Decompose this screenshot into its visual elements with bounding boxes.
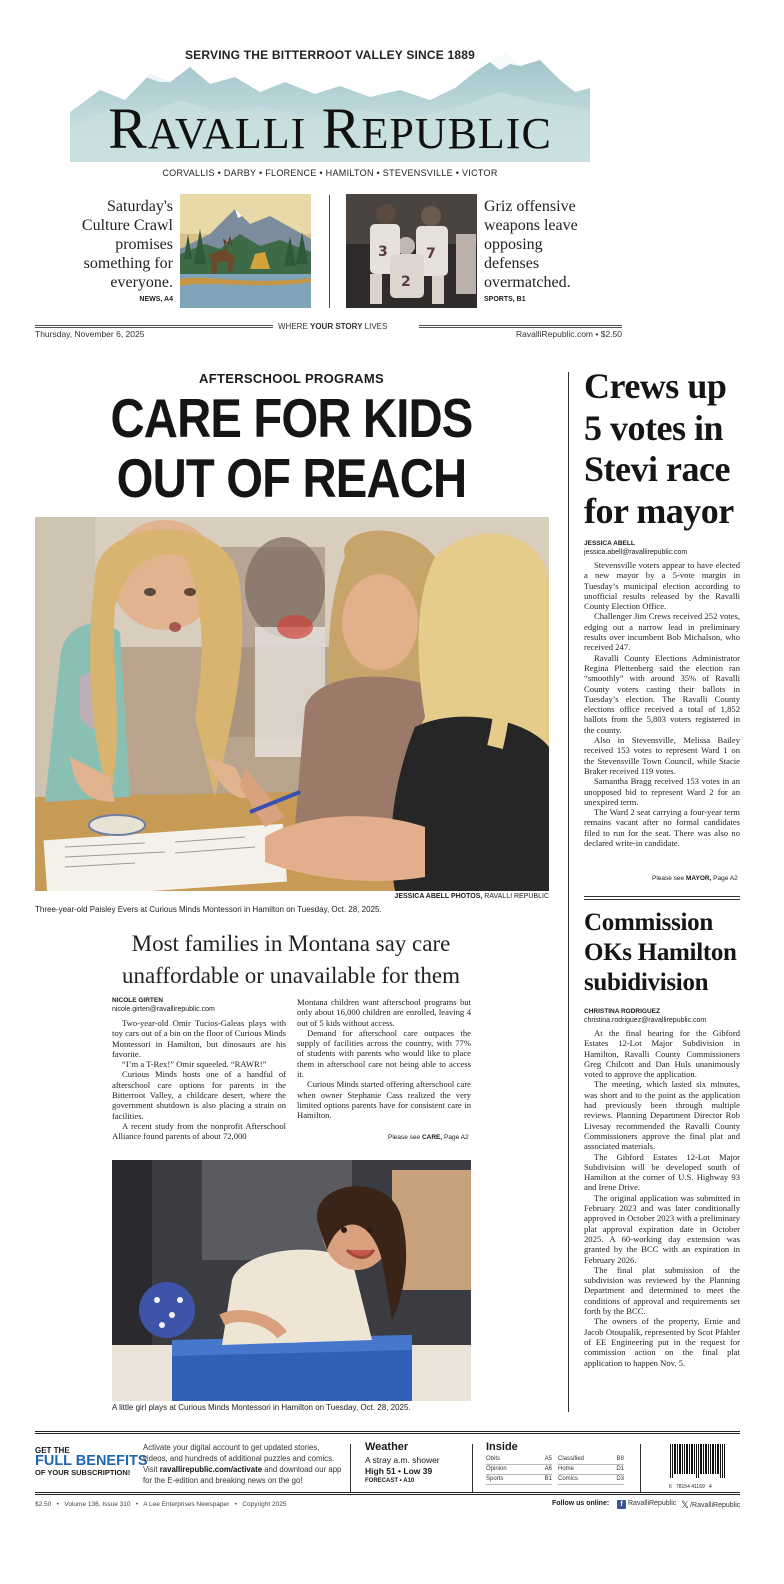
main-story-column-1 (112, 1018, 286, 1142)
secondary-photo[interactable] (112, 1160, 471, 1401)
main-col1-para-3: Curious Minds hosts one of a handful of afterschool care options for parents in the Bitterroot Valley, a childcare desert, where the government shutdown is also placing a strain on facilities. (112, 1069, 286, 1121)
footer-bottom-rule (35, 1492, 740, 1495)
masthead-towns: CORVALLIS • DARBY • FLORENCE • HAMILTON • STEVENSVILLE • VICTOR (162, 168, 498, 178)
date-bar-rule-left (35, 325, 273, 328)
inside-index-right (558, 1455, 624, 1485)
mayor-para-4: Also in Stevensville, Melissa Bailey received 153 votes to represent Ward 1 on the Stevensville Town Council, while Stacie Braker received 119 votes. (584, 735, 740, 776)
secondary-photo-caption: A little girl plays at Curious Minds Montessori in Hamilton on Tuesday, Oct. 28, 2025. (112, 1403, 411, 1412)
mayor-story-body (584, 560, 740, 848)
inside-item[interactable]: Obits A5 (486, 1455, 552, 1465)
main-headline[interactable]: CARE FOR KIDS OUT OF REACH (110, 387, 473, 509)
inside-item[interactable]: Sports B1 (486, 1475, 552, 1485)
site-and-price[interactable]: RavalliRepublic.com • $2.50 (516, 329, 622, 339)
main-photo-credit: JESSICA ABELL PHOTOS, RAVALLI REPUBLIC (394, 893, 549, 900)
subdivision-para-3: The Gibford Estates 12-Lot Major Subdivision will be developed south of Hamilton at the corner of U.S. Highway 93 and Irene Drive. (584, 1151, 740, 1193)
main-col1-para-2: “I’m a T-Rex!” Omir squeeled. “RAWR!” (122, 1059, 267, 1070)
teaser-divider (329, 195, 330, 308)
teaser-griz[interactable]: Griz offensive weapons leave opposing defenses overmatched. (484, 198, 578, 291)
activate-link[interactable]: ravallirepublic.com/activate (159, 1465, 263, 1474)
mayor-jump-link[interactable]: Please see MAYOR, Page A2 (652, 875, 738, 882)
main-story-column-2 (297, 997, 471, 1121)
promo-subscription: OF YOUR SUBSCRIPTION! (35, 1468, 131, 1477)
inside-item[interactable]: Classified B8 (558, 1455, 624, 1465)
svg-text:3: 3 (378, 244, 388, 260)
subdivision-para-5: The final plat submission of the subdivision was reviewed by the Planning Department and determined to meet the conditions of approval and requirements set forth by the BCC. (584, 1264, 740, 1317)
teaser-culture-crawl[interactable]: Saturday's Culture Crawl promises something for everyone. (81, 198, 173, 291)
teaser-griz-ref: SPORTS, B1 (484, 296, 526, 303)
masthead (70, 44, 590, 184)
mayor-byline-email[interactable]: jessica.abell@ravallirepublic.com (584, 549, 688, 556)
mayor-byline-name: JESSICA ABELL (584, 540, 635, 547)
subdivision-headline[interactable]: Commission OKs Hamilton subidivision (584, 909, 737, 996)
barcode (669, 1444, 726, 1490)
main-col2-para-1: Montana children want afterschool programs but only about 16,000 children are enrolled, leaving 4 out of 5 kids without access. (297, 997, 471, 1028)
main-subhead: Most families in Montana say care unaffordable or unavailable for them (121, 931, 461, 988)
follow-us-label: Follow us online: (552, 1500, 610, 1507)
story-separator (584, 896, 740, 900)
subdivision-para-4: The original application was submitted in February 2023 and was later conditionally approved in October 2023 with a preliminary plat approval expiration date in October 2025. A 60-working day extension was granted by the BCC with an expiration in February 2026. (584, 1192, 740, 1265)
teaser-painting-image[interactable] (180, 194, 311, 308)
footer-divider-3 (640, 1444, 641, 1492)
barcode-bars (669, 1444, 726, 1478)
facebook-link[interactable]: f RavalliRepublic (617, 1500, 676, 1509)
mayor-para-2: Challenger Jim Crews received 252 votes, edging out a narrow lead in preliminary results over incumbent Bob Michalson, who received 247. (584, 611, 740, 653)
main-jump-link[interactable]: Please see CARE, Page A2 (388, 1134, 469, 1141)
main-col1-para-1: Two-year-old Omir Tucios-Galeas plays with toy cars out of a bin on the floor of Curious Minds Montessori in Hamilton, but dinosaurs are his favorite. (112, 1018, 286, 1059)
column-rule (568, 372, 569, 1412)
barcode-digits: 6 78154 41169 4 (669, 1484, 712, 1490)
mayor-para-6: The Ward 2 seat carrying a four-year term remains vacant after no formal candidates filed to run for the seat. There was also no declared write-in candidate. (584, 807, 740, 849)
subdivision-para-6: The owners of the property, Ernie and Jacob Otoupalik, represented by Scot Pfahler of EE Engineering put in the request for commission action on the final plat application to happen Nov. 5. (584, 1316, 740, 1368)
facebook-icon: f (617, 1500, 626, 1509)
issue-info: $2.50 • Volume 136, Issue 310 • A Lee Enterprises Newspaper • Copyright 2025 (35, 1501, 287, 1508)
main-col2-para-2: Demand for afterschool care outpaces the supply of facilities across the country, with 77% of students with parents who would like to place them in afterschool care not being able to access it. (297, 1027, 471, 1080)
x-icon: 𝕏 (681, 1500, 690, 1511)
mayor-para-5: Samantha Bragg received 153 votes in an unopposed bid to represent Ward 2 for an unexpired term. (584, 776, 740, 807)
main-byline-name: NICOLE GIRTEN (112, 997, 163, 1004)
footer-divider-2 (472, 1444, 473, 1492)
promo-get-the: GET THE (35, 1446, 70, 1455)
newspaper-logo[interactable]: RAVALLI REPUBLIC (108, 96, 552, 161)
mayor-race-headline[interactable]: Crews up 5 votes in Stevi race for mayor (584, 366, 734, 531)
teaser-culture-crawl-ref: NEWS, A4 (139, 296, 173, 303)
main-byline-email[interactable]: nicole.girten@ravallirepublic.com (112, 1006, 215, 1013)
mayor-para-3: Ravalli County Elections Administrator Regina Plettenberg said the election ran “smoothly” with around 35% of Ravalli County voters casting their ballots in Tuesday’s election. The Ravalli County elections office received a total of 1,852 ballots from the 5,803 voters registered in the county. (584, 652, 740, 735)
date-bar-rule-right (419, 325, 622, 328)
weather-title: Weather (365, 1441, 409, 1453)
weather-forecast-ref[interactable]: FORECAST • A10 (365, 1478, 415, 1484)
footer-divider-1 (350, 1444, 351, 1492)
teaser-football-image[interactable] (346, 194, 477, 308)
slogan: WHERE YOUR STORY LIVES (278, 322, 388, 331)
inside-item[interactable]: Comics D3 (558, 1475, 624, 1485)
issue-date: Thursday, November 6, 2025 (35, 329, 145, 339)
masthead-tagline: SERVING THE BITTERROOT VALLEY SINCE 1889 (184, 48, 476, 62)
footer-top-rule (35, 1431, 740, 1434)
main-story-kicker: AFTERSCHOOL PROGRAMS (199, 371, 384, 386)
subdivision-story-body (584, 1028, 740, 1368)
weather-description: A stray a.m. shower (365, 1455, 440, 1465)
mayor-para-1: Stevensville voters appear to have elected a new mayor by a 5-vote margin in Tuesday’s municipal election according to unofficial results released by the Ravalli County Election Office. (584, 560, 740, 612)
date-bar (35, 322, 622, 338)
svg-text:7: 7 (426, 246, 436, 262)
main-photo[interactable] (35, 517, 549, 891)
x-link[interactable]: 𝕏/RavalliRepublic (681, 1500, 741, 1511)
subdivision-para-2: The meeting, which lasted six minutes, was short and to the point as the application had previously been through multiple reviews. Planning Department Director Rob Livesay recommended the Ravalli County Commissioners approve the final plat and associated materials. (584, 1079, 740, 1152)
svg-text:2: 2 (401, 274, 411, 290)
promo-full-benefits: FULL BENEFITS (35, 1453, 148, 1469)
subdivision-para-1: At the final hearing for the Gibford Estates 12-Lot Major Subdivision in Hamilton, Ravalli County Commissioners Greg Chilcott and Dan Huls unanimously voted to approve the application. (584, 1028, 740, 1080)
main-col2-para-3: Curious Minds started offering afterschool care when owner Stephanie Cass realized the very limited options parents have for consistent care in Hamilton. (297, 1079, 471, 1121)
inside-item[interactable]: Home D1 (558, 1465, 624, 1475)
inside-item[interactable]: Opinion A6 (486, 1465, 552, 1475)
inside-title: Inside (486, 1441, 518, 1453)
inside-index-left (486, 1455, 552, 1485)
subdivision-byline-name: CHRISTINA RODRIGUEZ (584, 1008, 660, 1015)
weather-temps: High 51 • Low 39 (365, 1466, 433, 1476)
promo-text: Activate your digital account to get updated stories, videos, and hundreds of additional puzzles and comics. Visit ravallirepublic.com/activate and download our app for the E-edition and breaking news on the go! (143, 1443, 342, 1485)
main-photo-caption: Three-year-old Paisley Evers at Curious Minds Montessori in Hamilton on Tuesday, Oct. 28, 2025. (35, 905, 382, 914)
subdivision-byline-email[interactable]: christina.rodriguez@ravallirepublic.com (584, 1017, 707, 1024)
main-col1-para-4: A recent study from the nonprofit Afterschool Alliance found parents of about 72,000 (112, 1120, 286, 1142)
